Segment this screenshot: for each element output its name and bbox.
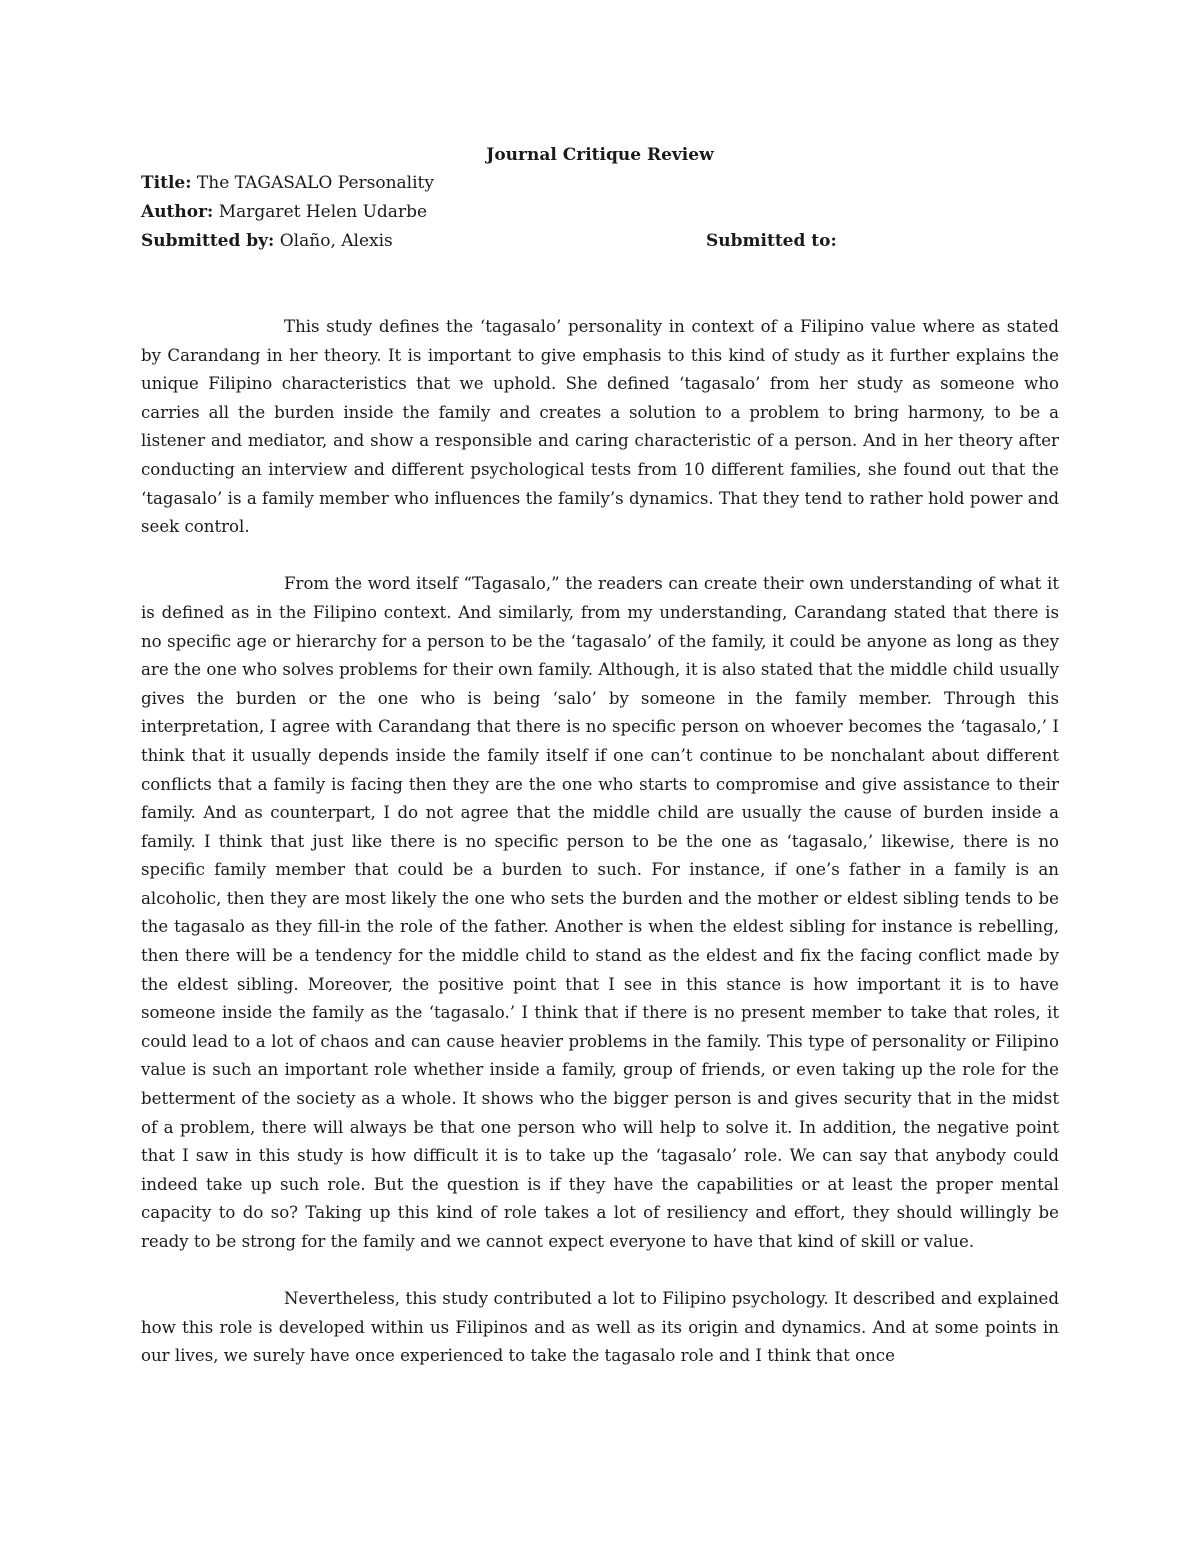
title-label: Title: bbox=[141, 173, 192, 193]
author-label: Author: bbox=[141, 202, 214, 222]
author-value: Margaret Helen Udarbe bbox=[218, 202, 428, 222]
title-line bbox=[141, 171, 434, 195]
title-value: The TAGASALO Personality bbox=[196, 173, 434, 193]
paragraph-3: Nevertheless, this study contributed a lot to Filipino psychology. It described and explained how this role is developed within us Filipinos and as well as its origin and dynamics. And at some points in our lives, we surely have once experienced to take the tagasalo role and I think that once bbox=[141, 1289, 1059, 1366]
submitted-by-label: Submitted by: bbox=[141, 231, 275, 251]
submitted-to-label: Submitted to: bbox=[706, 231, 837, 251]
paragraph-2: From the word itself “Tagasalo,” the readers can create their own understanding of what it is defined as in the Filipino context. And similarly, from my understanding, Carandang stated that there is no specific age or hierarchy for a person to be the ‘tagasalo’ of the family, it could be anyone as long as they are the one who solves problems for their own family. Although, it is also stated that the middle child usually gives the burden or the one who is being ‘salo’ by someone in the family member. Through this interpretation, I agree with Carandang that there is no specific person on whoever becomes the ‘tagasalo,’ I think that it usually depends inside the family itself if one can’t continue to be nonchalant about different conflicts that a family is facing then they are the one who starts to compromise and give assistance to their family. And as counterpart, I do not agree that the middle child are usually the cause of burden inside a family. I think that just like there is no specific person to be the one as ‘tagasalo,’ likewise, there is no specific family member that could be a burden to such. For instance, if one’s father in a family is an alcoholic, then they are most likely the one who sets the burden and the mother or eldest sibling tends to be the tagasalo as they fill-in the role of the father. Another is when the eldest sibling for instance is rebelling, then there will be a tendency for the middle child to stand as the eldest and fix the facing conflict made by the eldest sibling. Moreover, the positive point that I see in this stance is how important it is to have someone inside the family as the ‘tagasalo.’ I think that if there is no present member to take that roles, it could lead to a lot of chaos and can cause heavier problems in the family. This type of personality or Filipino value is such an important role whether inside a family, group of friends, or even taking up the role for the betterment of the society as a whole. It shows who the bigger person is and gives security that in the midst of a problem, there will always be that one person who will help to solve it. In addition, the negative point that I saw in this study is how difficult it is to take up the ‘tagasalo’ role. We can say that anybody could indeed take up such role. But the question is if they have the capabilities or at least the proper mental capacity to do so? Taking up this kind of role takes a lot of resiliency and effort, they should willingly be ready to be strong for the family and we cannot expect everyone to have that kind of skill or value. bbox=[141, 574, 1059, 1251]
submitted-by-value: Olaño, Alexis bbox=[279, 231, 393, 251]
author-line bbox=[141, 200, 427, 224]
body-text bbox=[141, 313, 1059, 1400]
paragraph-1: This study defines the ‘tagasalo’ personality in context of a Filipino value where as stated by Carandang in her theory. It is important to give emphasis to this kind of study as it further explains the unique Filipino characteristics that we uphold. She defined ‘tagasalo’ from her study as someone who carries all the burden inside the family and creates a solution to a problem to bring harmony, to be a listener and mediator, and show a responsible and caring characteristic of a person. And in her theory after conducting an interview and different psychological tests from 10 different families, she found out that the ‘tagasalo’ is a family member who influences the family’s dynamics. That they tend to rather hold power and seek control. bbox=[141, 317, 1059, 537]
document-heading: Journal Critique Review bbox=[486, 145, 714, 165]
submitted-by-line bbox=[141, 229, 393, 253]
